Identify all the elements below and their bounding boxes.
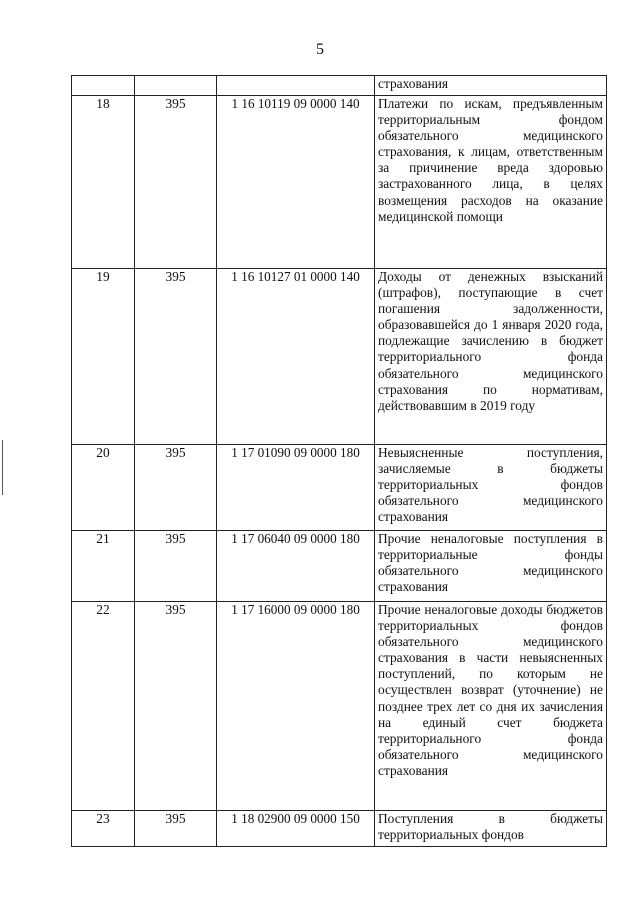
description-cell: Прочие неналоговые поступления в территориальные фонды обязательного медицинского страхования	[375, 531, 607, 602]
description-cell: Невыясненные поступления, зачисляемые в бюджеты территориальных фондов обязательного медицинского страхования	[375, 445, 607, 531]
table-row	[72, 811, 607, 847]
admin-code-cell: 395	[135, 96, 217, 269]
row-number-cell: 19	[72, 269, 135, 445]
table-row	[72, 76, 607, 96]
budget-code-cell: 1 18 02900 09 0000 150	[217, 811, 375, 847]
row-number-cell: 21	[72, 531, 135, 602]
row-number-cell	[72, 76, 135, 96]
description-cell: Поступления в бюджеты территориальных фондов	[375, 811, 607, 847]
description-cell: Платежи по искам, предъявленным территориальным фондом обязательного медицинского страхования, к лицам, ответственным за причинение вреда здоровью застрахованного лица, в целях возмещения расходов на оказание медицинской помощи	[375, 96, 607, 269]
budget-code-cell: 1 17 06040 09 0000 180	[217, 531, 375, 602]
row-number-cell: 20	[72, 445, 135, 531]
description-cell: страхования	[375, 76, 607, 96]
budget-revenue-table	[71, 75, 607, 847]
table-row	[72, 602, 607, 811]
budget-code-cell: 1 16 10119 09 0000 140	[217, 96, 375, 269]
budget-code-cell: 1 17 16000 09 0000 180	[217, 602, 375, 811]
admin-code-cell: 395	[135, 602, 217, 811]
page-number: 5	[316, 41, 324, 58]
admin-code-cell: 395	[135, 445, 217, 531]
table-row	[72, 445, 607, 531]
budget-code-cell: 1 16 10127 01 0000 140	[217, 269, 375, 445]
row-number-cell: 18	[72, 96, 135, 269]
row-number-cell: 22	[72, 602, 135, 811]
table-row	[72, 269, 607, 445]
budget-code-cell: 1 17 01090 09 0000 180	[217, 445, 375, 531]
table-row	[72, 531, 607, 602]
description-cell: Прочие неналоговые доходы бюджетов территориальных фондов обязательного медицинского страхования в части невыясненных поступлений, по которым не осуществлен возврат (уточнение) не позднее трех лет со дня их зачисления на единый счет бюджета территориального фонда обязательного медицинского страхования	[375, 602, 607, 811]
admin-code-cell: 395	[135, 811, 217, 847]
admin-code-cell: 395	[135, 269, 217, 445]
description-cell: Доходы от денежных взысканий (штрафов), поступающие в счет погашения задолженности, образовавшейся до 1 января 2020 года, подлежащие зачислению в бюджет территориального фонда обязательного медицинского страхования по нормативам, действовавшим в 2019 году	[375, 269, 607, 445]
margin-mark	[2, 440, 3, 495]
table-row	[72, 96, 607, 269]
budget-code-cell	[217, 76, 375, 96]
admin-code-cell	[135, 76, 217, 96]
row-number-cell: 23	[72, 811, 135, 847]
admin-code-cell: 395	[135, 531, 217, 602]
